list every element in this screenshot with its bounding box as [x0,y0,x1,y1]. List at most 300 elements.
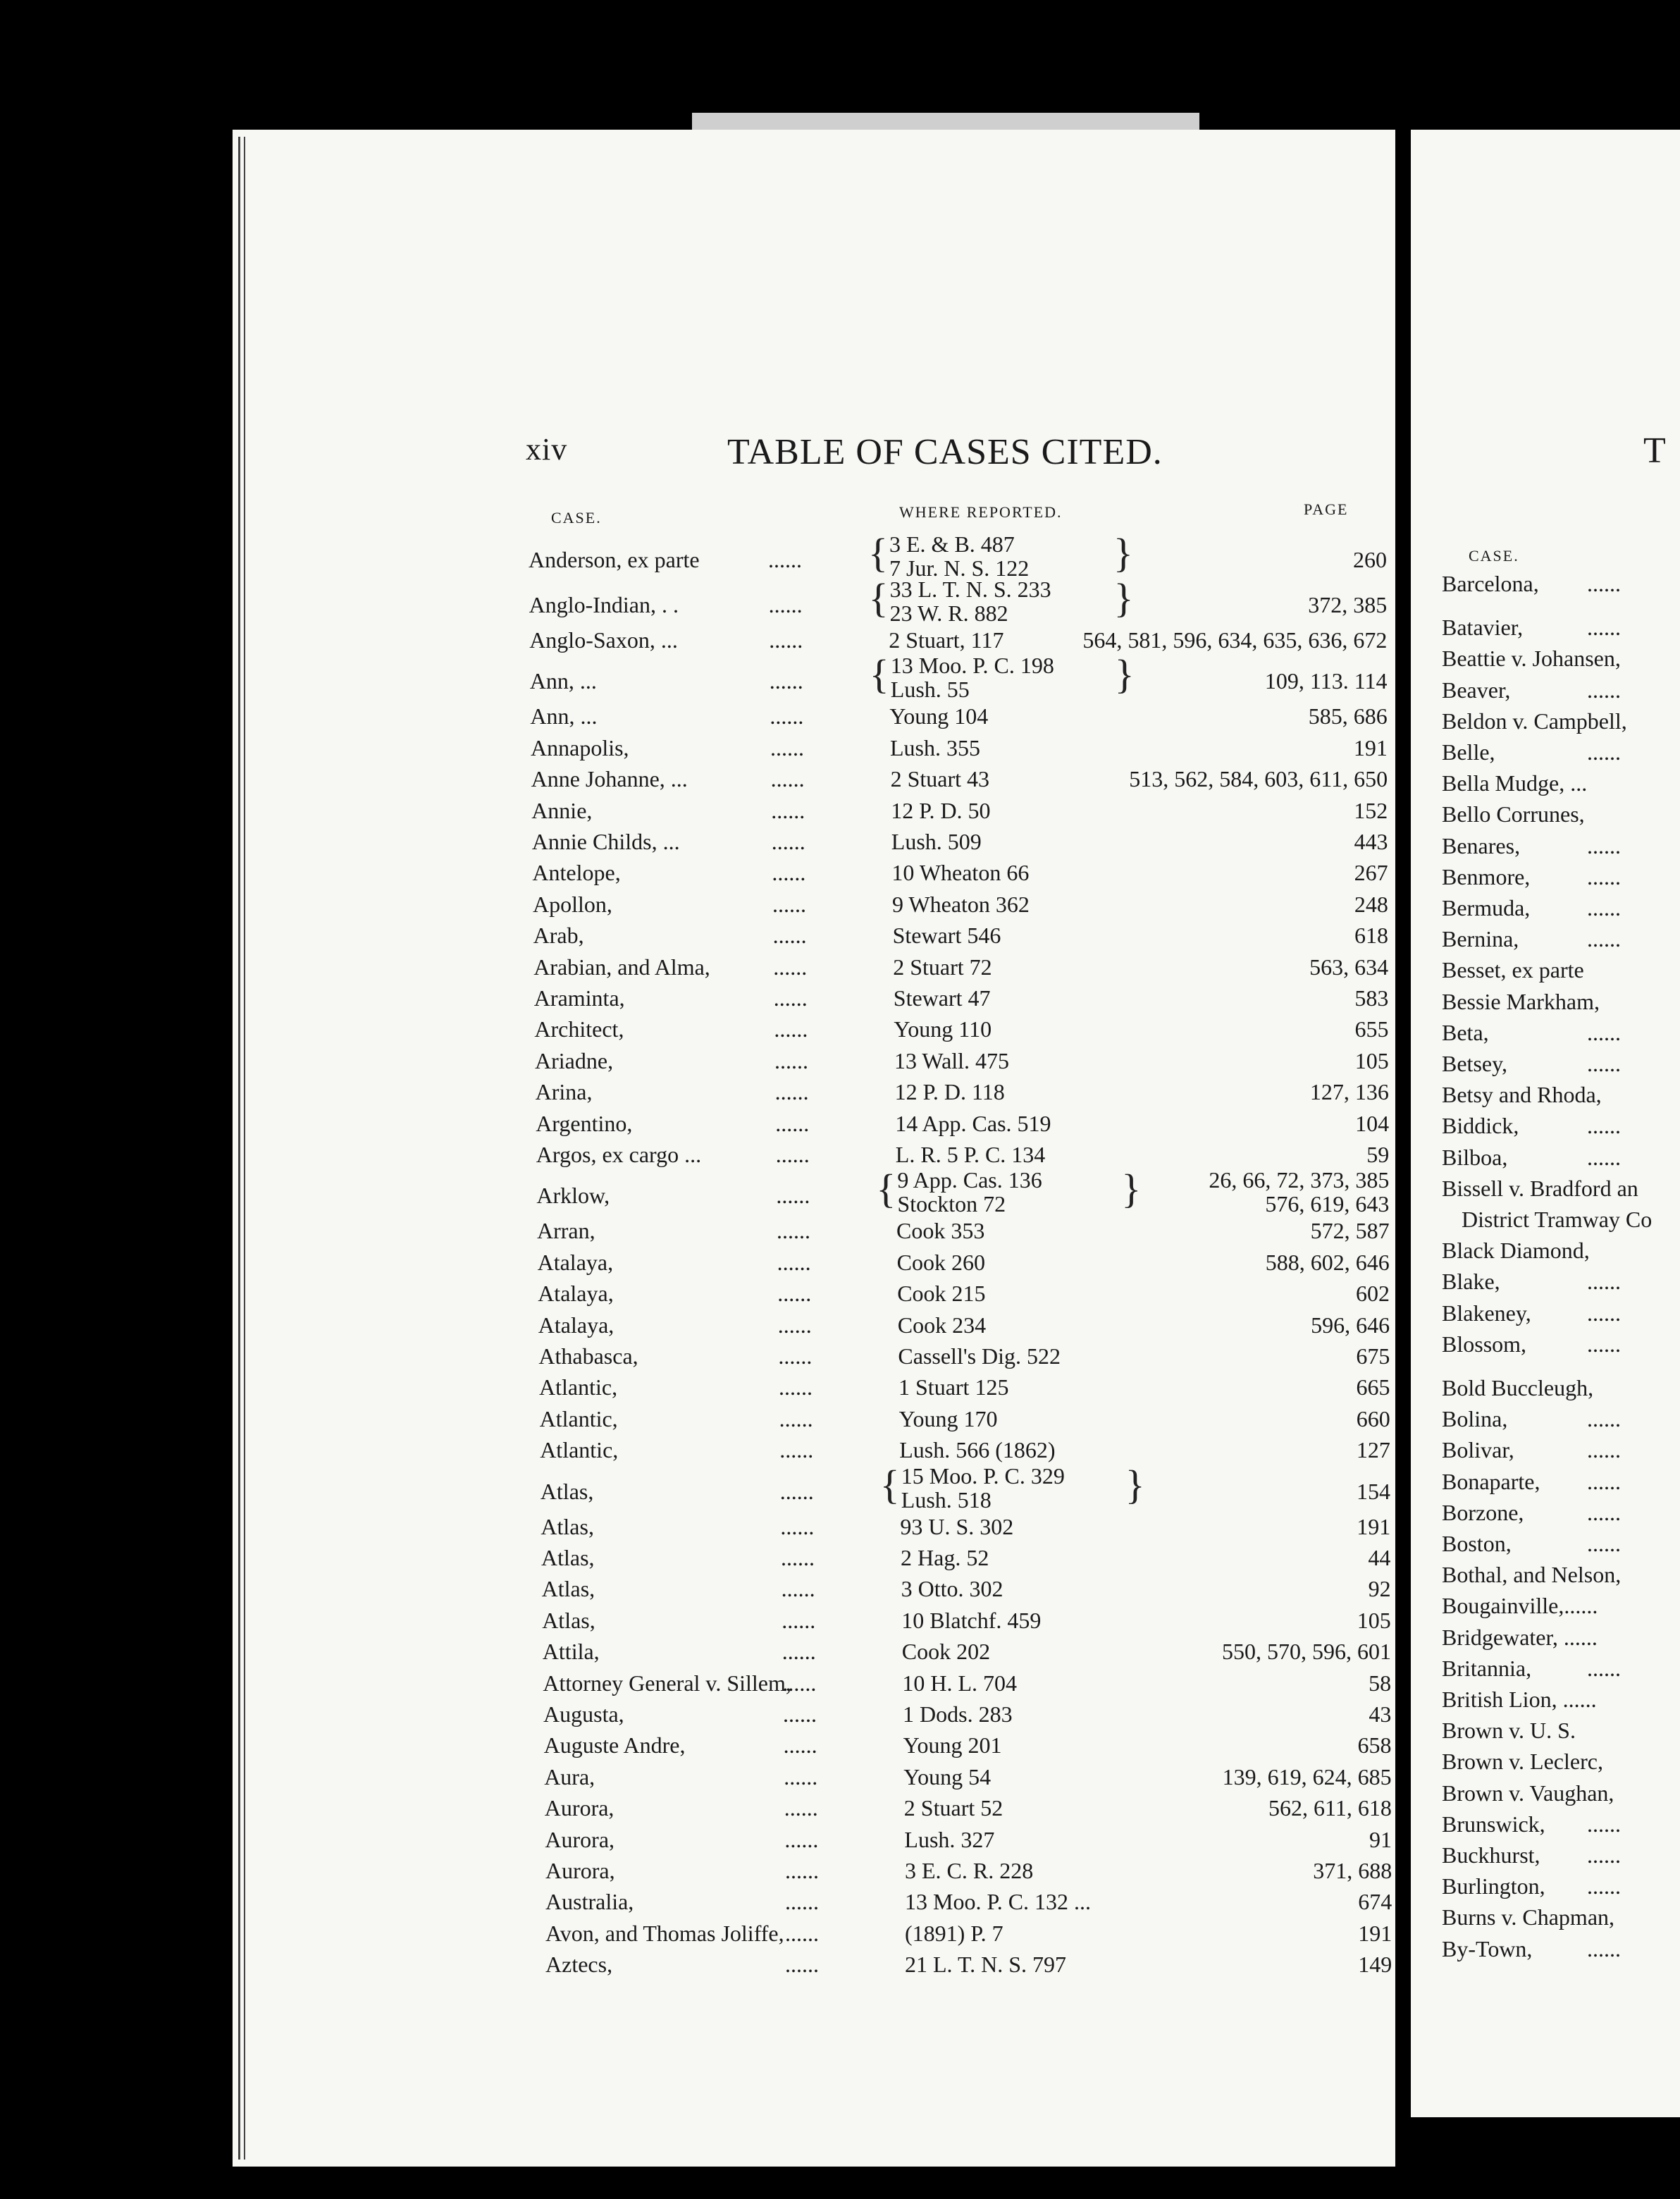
table-row [233,1406,1395,1437]
right-dot-leader: ...... [1587,1437,1621,1463]
page-references: 127 [1356,1437,1390,1463]
dot-leader: ...... [770,766,805,792]
table-row [233,1701,1395,1732]
dot-leader: ...... [785,1858,819,1883]
page-references: 139, 619, 624, 685 [1222,1763,1392,1790]
table-row [233,1889,1395,1920]
right-list-item [1411,677,1680,708]
report-citation: 1 Stuart 125 [898,1374,1009,1400]
left-page [233,130,1395,2167]
report-citation: 13 Moo. P. C. 198 [890,653,1054,679]
report-citation: 2 Stuart 52 [903,1795,1003,1821]
right-list-item [1411,1562,1680,1593]
report-citation: Lush. 355 [890,734,980,760]
case-name: Atlas, [541,1513,594,1539]
right-dot-leader: ...... [1587,1144,1621,1170]
right-list-item [1411,1811,1680,1842]
dot-leader: ...... [768,547,802,572]
case-name: Ann, ... [529,668,597,694]
table-row [233,1952,1395,1983]
table-row [233,1281,1395,1312]
page-references: 191 [1358,1920,1392,1946]
table-row [233,1827,1395,1858]
table-row [233,651,1395,703]
page-references: 191 [1357,1513,1391,1539]
right-case-name: Bilboa, [1442,1144,1508,1170]
report-citation: 1 Dods. 283 [903,1701,1013,1727]
page-references: 58 [1369,1670,1392,1696]
report-citation: 10 H. L. 704 [902,1670,1018,1696]
right-dot-leader: ...... [1587,1935,1621,1961]
report-citation: Cassell's Dig. 522 [898,1343,1061,1369]
report-citation: 3 E. & B. 487 [889,531,1015,557]
case-name: Anderson, ex parte [529,547,700,572]
right-case-name: Borzone, [1442,1499,1524,1525]
page-references: 674 [1358,1889,1392,1915]
case-name: Arabian, and Alma, [533,954,710,980]
report-citation: Young 110 [894,1016,992,1042]
right-list-item [1411,895,1680,926]
report-citation: Young 170 [898,1405,998,1431]
right-case-name: Brunswick, [1442,1811,1545,1837]
page-references: 563, 634 [1309,954,1389,980]
right-list-item [1411,1531,1680,1562]
report-citation: Cook 353 [896,1218,985,1244]
right-list-item [1411,989,1680,1020]
right-case-name: Belle, [1442,739,1495,765]
dot-leader: ...... [785,1889,819,1915]
page-references: 596, 646 [1311,1312,1390,1338]
dot-leader: ...... [777,1218,810,1244]
right-dot-leader: ...... [1587,1655,1621,1681]
dot-leader: ...... [769,627,803,653]
right-list-item [1411,1437,1680,1468]
right-dot-leader: ...... [1587,1842,1621,1868]
dot-leader: ...... [773,985,808,1011]
dot-leader: ...... [774,1079,809,1105]
report-citation: Stewart 47 [893,985,991,1011]
report-citation: 2 Hag. 52 [901,1545,989,1570]
right-case-name: Boston, [1442,1531,1512,1556]
right-case-name: Bridgewater, ...... [1442,1624,1598,1650]
page-references: 109, 113. 114 [1264,668,1388,694]
dot-leader: ...... [779,1405,813,1431]
right-list-item [1411,833,1680,864]
page-references: 26, 66, 72, 373, 385 [1209,1167,1390,1193]
report-citation-2: 23 W. R. 882 [889,600,1008,626]
right-dot-leader: ...... [1587,739,1621,765]
right-case-name: Black Diamond, [1442,1238,1590,1264]
page-references: 43 [1369,1701,1392,1727]
right-case-name: District Tramway Co [1462,1207,1653,1232]
table-row [233,703,1395,734]
page-references: 371, 688 [1313,1858,1392,1883]
right-case-name: Beldon v. Campbell, [1442,708,1627,734]
case-name: Arklow, [536,1183,610,1209]
dot-leader: ...... [774,1047,808,1073]
page-references: 562, 611, 618 [1268,1795,1392,1821]
report-citation: Cook 260 [896,1249,985,1275]
table-row [233,735,1395,766]
binding-strip [692,113,1199,131]
right-dot-leader: ...... [1587,571,1621,596]
case-name: Atlas, [541,1545,595,1570]
right-list-item [1411,770,1680,801]
right-case-name: Benmore, [1442,863,1531,889]
dot-leader: ...... [783,1732,817,1758]
case-name: Atlas, [541,1576,595,1602]
table-row [233,892,1395,923]
report-citation: (1891) P. 7 [905,1920,1003,1946]
report-citation: 9 App. Cas. 136 [897,1167,1042,1193]
report-citation: 12 P. D. 118 [894,1079,1005,1105]
dot-leader: ...... [771,797,805,823]
page-references: 443 [1354,829,1388,854]
right-case-name: British Lion, ...... [1442,1687,1597,1712]
right-dot-leader: ...... [1587,1269,1621,1295]
right-list-item [1411,1718,1680,1749]
brace-right: } [1113,530,1133,576]
table-row [233,1250,1395,1281]
case-name: Anne Johanne, ... [531,766,688,792]
report-citation: 2 Stuart 43 [890,766,990,792]
right-list-item [1411,1020,1680,1051]
case-name: Atlas, [542,1607,595,1633]
dot-leader: ...... [770,734,804,760]
case-name: Anglo-Indian, . . [529,592,679,617]
dot-leader: ...... [769,668,803,694]
right-list-item [1411,1936,1680,1967]
report-citation: 2 Stuart, 117 [889,627,1004,653]
right-case-name: Bella Mudge, ... [1442,770,1588,796]
right-list-item [1411,708,1680,739]
report-citation: 9 Wheaton 362 [892,891,1030,917]
right-list-item [1411,1051,1680,1082]
dot-leader: ...... [783,1701,817,1727]
right-dot-leader: ...... [1587,615,1621,641]
right-list-item [1411,1593,1680,1624]
dot-leader: ...... [785,1952,819,1978]
table-row [233,1374,1395,1405]
table-row [233,923,1395,954]
right-dot-leader: ...... [1587,1499,1621,1525]
dot-leader: ...... [779,1437,814,1463]
case-name: Atlantic, [539,1374,618,1400]
report-citation: Lush. 509 [891,829,982,854]
table-row [233,1166,1395,1218]
case-name: Aura, [544,1763,595,1790]
right-case-name: Blakeney, [1442,1300,1531,1326]
right-list-item [1411,1749,1680,1780]
case-name: Aurora, [545,1826,615,1852]
case-name: Arab, [533,923,584,949]
right-case-name: Batavier, [1442,615,1524,641]
page-references: 105 [1354,1047,1389,1073]
right-case-name: Brown v. U. S. [1442,1718,1576,1744]
dot-leader: ...... [779,1374,813,1400]
right-column-header-case: CASE. [1469,547,1519,565]
brace-left: { [879,1461,900,1508]
brace-right: } [1125,1461,1145,1508]
brace-right: } [1113,575,1134,621]
right-list-item [1411,1207,1680,1238]
dot-leader: ...... [780,1513,815,1539]
case-name: Araminta, [533,985,625,1011]
column-header-page: PAGE [1304,500,1349,518]
dot-leader: ...... [778,1343,813,1369]
page-title: TABLE OF CASES CITED. [727,432,1163,472]
right-list-item [1411,1842,1680,1873]
report-citation-2: Lush. 518 [901,1486,992,1513]
table-row [233,1048,1395,1079]
right-dot-leader: ...... [1587,677,1621,703]
right-case-name: Blake, [1442,1269,1500,1295]
right-list-item [1411,1145,1680,1176]
right-list-item [1411,1469,1680,1500]
page-references: 602 [1355,1281,1390,1307]
report-citation: Stewart 546 [892,923,1001,949]
report-citation: 12 P. D. 50 [891,797,991,823]
right-case-name: Britannia, [1442,1655,1532,1681]
table-row [233,766,1395,797]
right-dot-leader: ...... [1587,1468,1621,1494]
case-name: Athabasca, [538,1343,638,1369]
right-list-item [1411,1687,1680,1718]
table-row [233,1312,1395,1343]
case-name: Arina, [535,1079,593,1105]
right-list-item [1411,615,1680,646]
right-case-name: Brown v. Vaughan, [1442,1780,1614,1806]
table-row [233,954,1395,985]
page-references: 267 [1354,860,1388,886]
table-row [233,1795,1395,1826]
right-list-item [1411,1780,1680,1811]
page-references: 618 [1354,923,1388,949]
page-references: 59 [1366,1142,1390,1167]
brace-right: } [1121,1166,1142,1212]
table-row [233,1111,1395,1142]
report-citation: 10 Wheaton 66 [891,860,1030,886]
page-references: 665 [1356,1374,1390,1400]
table-row [233,1461,1395,1514]
right-case-name: Bernina, [1442,926,1519,952]
dot-leader: ...... [774,1016,808,1042]
right-list-item [1411,1375,1680,1406]
table-row [233,575,1395,627]
right-case-name: Beta, [1442,1019,1489,1045]
table-row [233,627,1395,658]
table-row [233,860,1395,891]
case-name: Atlas, [540,1478,594,1504]
dot-leader: ...... [782,1639,816,1665]
right-case-name: Bermuda, [1442,895,1531,920]
report-citation-2: Lush. 55 [890,677,970,703]
report-citation: 3 Otto. 302 [901,1576,1003,1602]
page-references: 588, 602, 646 [1265,1249,1390,1275]
right-page-title-fragment: T [1643,431,1666,471]
right-list-item [1411,926,1680,957]
right-list-item [1411,1406,1680,1437]
right-dot-leader: ...... [1587,1406,1621,1432]
report-citation: Cook 215 [897,1281,986,1307]
case-name: Annapolis, [531,734,629,760]
report-citation-2: 7 Jur. N. S. 122 [889,555,1030,581]
dot-leader: ...... [784,1795,818,1821]
case-name: Ann, ... [530,703,598,729]
report-citation: 15 Moo. P. C. 329 [901,1462,1065,1489]
right-list-item [1411,1904,1680,1935]
dot-leader: ...... [775,1142,810,1167]
dot-leader: ...... [771,829,805,854]
report-citation: L. R. 5 P. C. 134 [895,1142,1046,1167]
page-references: 660 [1356,1405,1390,1431]
right-case-name: Betsey, [1442,1051,1508,1076]
page-references: 104 [1355,1110,1390,1136]
case-name: Avon, and Thomas Joliffe, [545,1920,784,1946]
report-citation: 13 Wall. 475 [894,1047,1010,1073]
case-name: Annie Childs, ... [531,829,680,854]
case-name: Argos, ex cargo ... [536,1142,702,1167]
brace-right: } [1114,651,1135,698]
page-references: 564, 581, 596, 634, 635, 636, 672 [1082,627,1388,653]
table-row [233,1514,1395,1545]
table-row [233,1016,1395,1047]
column-header-case: CASE. [551,509,602,526]
dot-leader: ...... [784,1826,819,1852]
report-citation: 33 L. T. N. S. 233 [889,577,1051,602]
case-name: Ariadne, [535,1047,614,1073]
case-name: Aurora, [545,1858,615,1883]
right-list-item [1411,739,1680,770]
right-list-item [1411,957,1680,988]
report-citation: Young 54 [903,1763,992,1790]
page-references: 91 [1369,1826,1392,1852]
dot-leader: ...... [784,1763,818,1790]
right-case-name: Betsy and Rhoda, [1442,1082,1602,1108]
right-dot-leader: ...... [1587,1811,1621,1837]
table-row [233,1576,1395,1607]
page-references: 105 [1357,1607,1391,1633]
report-citation: Cook 234 [897,1312,987,1338]
right-list-item [1411,1331,1680,1362]
dot-leader: ...... [782,1607,816,1633]
report-citation: Cook 202 [901,1639,991,1665]
right-dot-leader: ...... [1587,1331,1621,1357]
page-references: 44 [1368,1545,1391,1570]
brace-left: { [876,1166,896,1212]
table-row [233,798,1395,829]
right-list-item [1411,1082,1680,1113]
case-name: Attila, [542,1639,600,1665]
brace-left: { [868,530,888,576]
page-references: 127, 136 [1309,1079,1389,1105]
table-row [233,1079,1395,1110]
dot-leader: ...... [775,1110,810,1136]
right-list-item [1411,646,1680,677]
column-header-where-reported: WHERE REPORTED. [899,503,1063,521]
right-case-name: Beattie v. Johansen, [1442,646,1621,672]
report-citation: 13 Moo. P. C. 132 ... [905,1889,1092,1915]
dot-leader: ...... [781,1545,815,1570]
case-name: Anglo-Saxon, ... [529,627,678,653]
dot-leader: ...... [772,923,807,949]
table-row [233,1545,1395,1576]
right-case-name: Bothal, and Nelson, [1442,1562,1622,1588]
right-list-item [1411,571,1680,602]
table-row [233,1670,1395,1701]
right-list-item [1411,1500,1680,1531]
right-list-item [1411,801,1680,832]
right-case-name: Besset, ex parte [1442,957,1584,983]
case-name: Atlantic, [540,1437,619,1463]
right-case-name: Bolivar, [1442,1437,1514,1463]
table-row [233,985,1395,1016]
report-citation: 93 U. S. 302 [900,1513,1014,1539]
report-citation: 14 App. Cas. 519 [895,1110,1051,1136]
table-row [233,1608,1395,1639]
right-case-name: Barcelona, [1442,571,1539,596]
case-name: Arran, [537,1218,595,1244]
report-citation: Young 201 [903,1732,1002,1758]
page-references: 658 [1357,1732,1392,1758]
page-references: 154 [1357,1478,1391,1504]
case-name: Apollon, [533,891,612,917]
right-dot-leader: ...... [1587,926,1621,952]
right-dot-leader: ...... [1587,1300,1621,1326]
case-name: Atalaya, [537,1249,614,1275]
right-case-name: By-Town, [1442,1935,1533,1961]
case-name: Antelope, [532,860,621,886]
dot-leader: ...... [768,592,803,617]
right-list-item [1411,1238,1680,1269]
right-case-name: Beaver, [1442,677,1511,703]
right-case-name: Bougainville,...... [1442,1593,1598,1619]
right-dot-leader: ...... [1587,1051,1621,1076]
right-case-name: Bello Corrunes, [1442,801,1585,827]
right-case-name: Bissell v. Bradford an [1442,1175,1638,1201]
right-case-name: Burlington, [1442,1873,1545,1899]
dot-leader: ...... [777,1281,812,1307]
report-citation: 3 E. C. R. 228 [905,1858,1034,1883]
right-list-item [1411,1625,1680,1656]
report-citation: Lush. 566 (1862) [899,1437,1056,1463]
page-references: 675 [1356,1343,1390,1369]
report-citation: 21 L. T. N. S. 797 [905,1952,1067,1978]
right-list-item [1411,1300,1680,1331]
dot-leader: ...... [782,1670,817,1696]
table-row [233,1343,1395,1374]
right-case-name: Bessie Markham, [1442,988,1600,1014]
right-list-item [1411,1269,1680,1300]
dot-leader: ...... [773,954,808,980]
case-name: Aurora, [544,1795,614,1821]
right-case-name: Bold Buccleugh, [1442,1375,1594,1400]
table-row [233,1858,1395,1889]
case-name: Atlantic, [539,1405,618,1431]
right-dot-leader: ...... [1587,1019,1621,1045]
case-name: Auguste Andre, [543,1732,686,1758]
dot-leader: ...... [785,1920,819,1946]
page-references: 513, 562, 584, 603, 611, 650 [1129,766,1388,792]
right-case-name: Biddick, [1442,1113,1519,1139]
page-references: 152 [1354,797,1388,823]
right-case-name: Buckhurst, [1442,1842,1540,1868]
right-case-name: Bolina, [1442,1406,1508,1432]
case-name: Australia, [545,1889,634,1915]
dot-leader: ...... [772,860,806,886]
right-dot-leader: ...... [1587,895,1621,920]
right-case-name: Brown v. Leclerc, [1442,1749,1603,1775]
